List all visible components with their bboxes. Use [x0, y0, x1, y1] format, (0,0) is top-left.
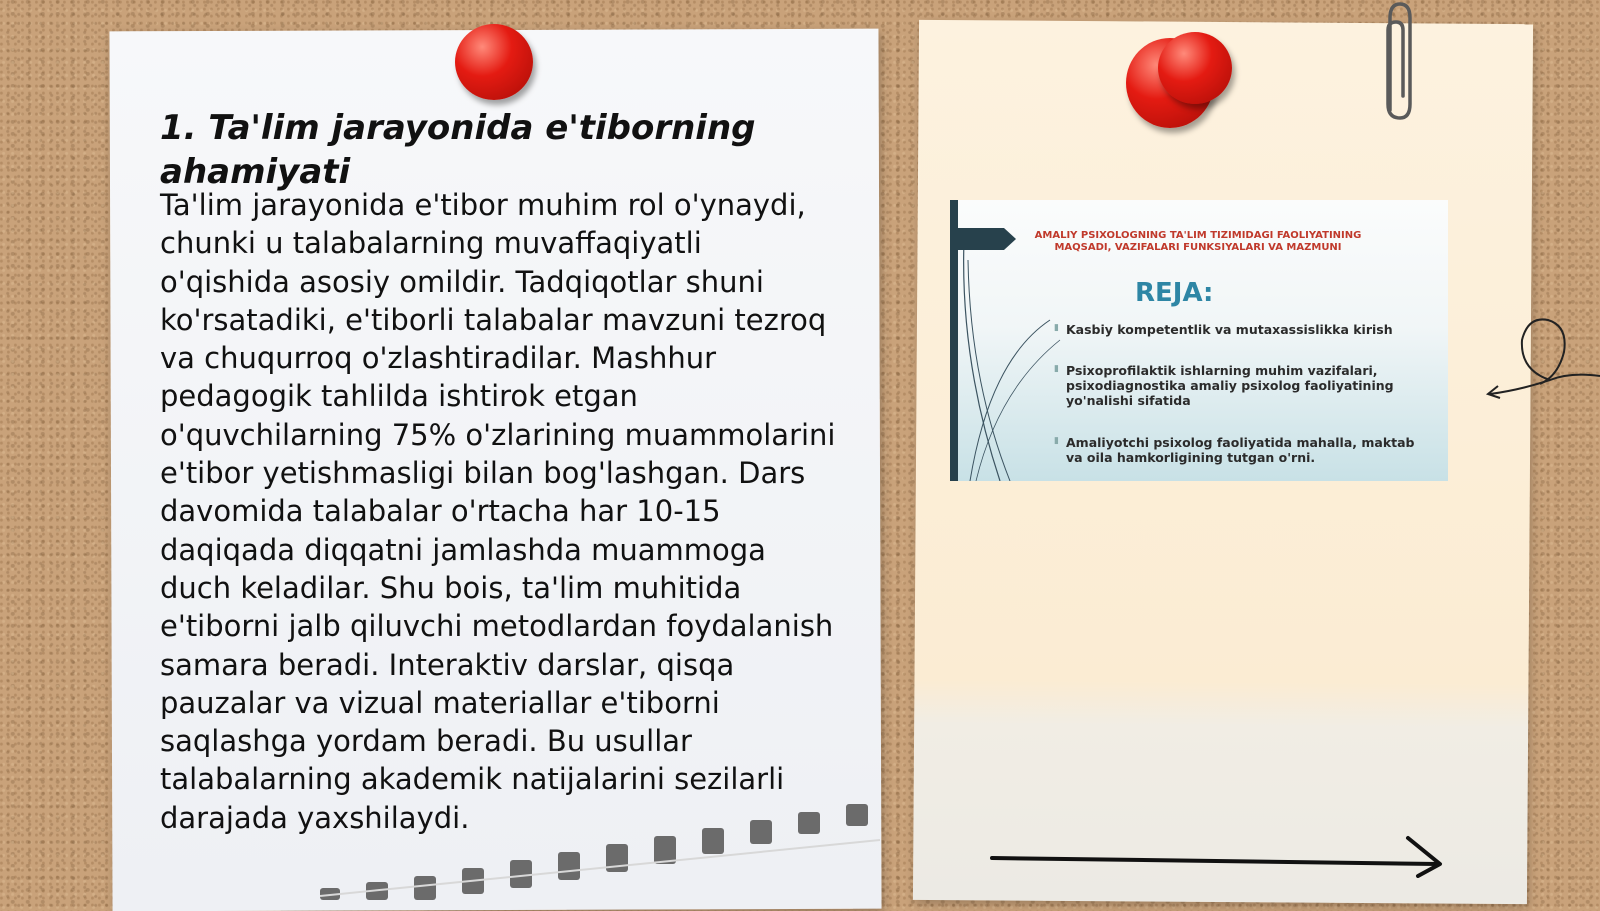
doodle-loop-arrow-icon	[1480, 310, 1600, 410]
body-paragraph: Ta'lim jarayonida e'tibor muhim rol o'ynaydi, chunki u talabalarning muvaffaqiyatli o'qishida asosiy omildir. Tadqiqotlar shuni ko'rsatadiki, e'tiborli talabalar mavzuni tezroq va chuqurroq o'zlashtiradilar. Mashhur pedagogik tahlilda ishtirok etgan o'quvchilarning 75% o'zlarining muammolarini e'tibor yetishmasligi bilan bog'lashgan. Dars davomida talabalar o'rtacha har 10-15 daqiqada diqqatni jamlashda muammoga duch keladilar. Shu bois, ta'lim muhitida e'tiborni jalb qiluvchi metodlardan foydalanish samara beradi. Interaktiv darslar, qisqa pauzalar va vizual materiallar e'tiborni saqlashga yordam beradi. Bu usullar talabalarning akademik natijalarini sezilarli darajada yaxshilaydi.	[160, 188, 836, 835]
bullet-icon: ▮	[1054, 323, 1059, 333]
page-title: 1. Ta'lim jarayonida e'tiborning ahamiyati	[160, 108, 756, 192]
paperclip-icon	[1378, 0, 1418, 124]
arrow-right-icon	[988, 832, 1448, 878]
slide-item: Psixoprofilaktik ishlarning muhim vazifalari, psixodiagnostika amaliy psixolog faoliyatining yo'nalishi sifatida	[1066, 363, 1394, 408]
slide-item: Kasbiy kompetentlik va mutaxassislikka kirish	[1066, 322, 1393, 337]
push-pin-icon	[1158, 32, 1232, 104]
spiral-binding	[320, 800, 880, 900]
slide-arrow-tab	[954, 228, 1016, 250]
bullet-icon: ▮	[1054, 436, 1059, 446]
slide-thumbnail	[950, 200, 1448, 481]
bullet-icon: ▮	[1054, 364, 1059, 374]
slide-reja-heading: REJA:	[1135, 278, 1214, 308]
slide-item: Amaliyotchi psixolog faoliyatida mahalla, maktab va oila hamkorligining tutgan o'rni.	[1066, 435, 1415, 465]
slide-header: AMALIY PSIXOLOGNING TA'LIM TIZIMIDAGI FAOLIYATINING MAQSADI, VAZIFALARI FUNKSIYALARI VA MAZMUNI	[1034, 230, 1362, 253]
push-pin-icon	[455, 24, 533, 100]
